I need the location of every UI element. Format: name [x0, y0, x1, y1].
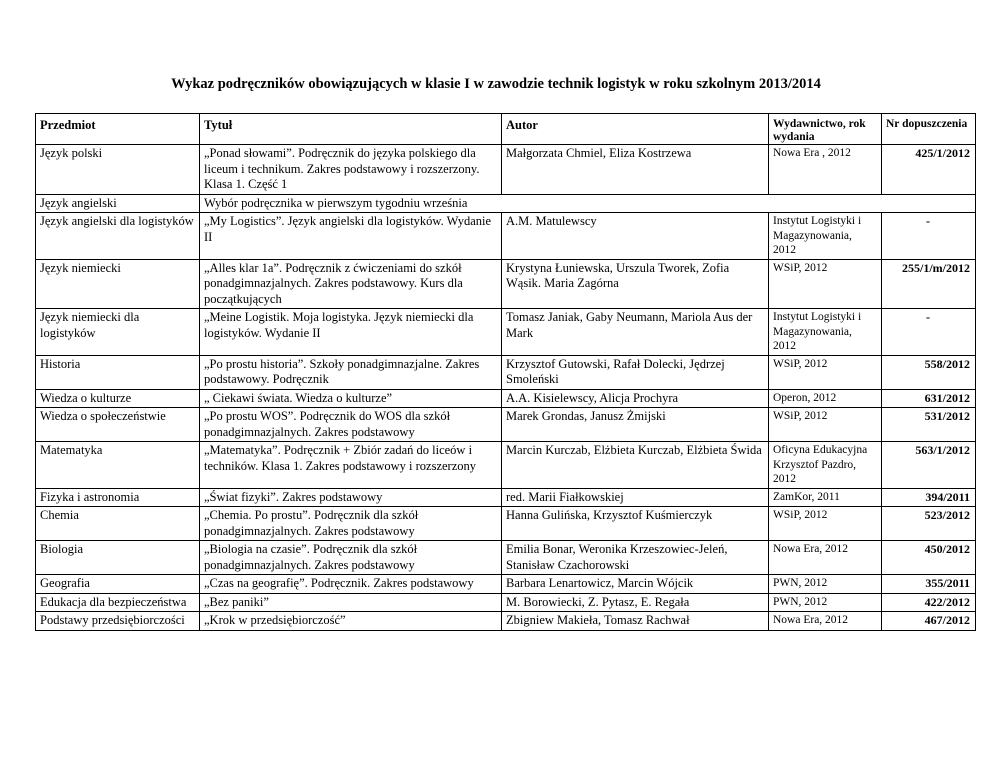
cell-author: Marcin Kurczab, Elżbieta Kurczab, Elżbieta Świda — [502, 442, 769, 489]
table-row — [36, 488, 976, 507]
cell-subject: Edukacja dla bezpieczeństwa — [36, 593, 200, 612]
cell-author: M. Borowiecki, Z. Pytasz, E. Regała — [502, 593, 769, 612]
cell-subject: Chemia — [36, 507, 200, 541]
cell-title: „Po prostu WOS”. Podręcznik do WOS dla szkół ponadgimnazjalnych. Zakres podstawowy — [200, 408, 502, 442]
cell-title: „Chemia. Po prostu”. Podręcznik dla szkół ponadgimnazjalnych. Zakres podstawowy — [200, 507, 502, 541]
table-row — [36, 442, 976, 489]
cell-author: Małgorzata Chmiel, Eliza Kostrzewa — [502, 145, 769, 195]
cell-approval-number: 631/2012 — [882, 389, 976, 408]
table-row — [36, 213, 976, 260]
cell-title: „My Logistics”. Język angielski dla logistyków. Wydanie II — [200, 213, 502, 260]
table-row — [36, 194, 976, 213]
cell-subject: Język angielski dla logistyków — [36, 213, 200, 260]
cell-title: „Po prostu historia”. Szkoły ponadgimnazjalne. Zakres podstawowy. Podręcznik — [200, 355, 502, 389]
cell-subject: Fizyka i astronomia — [36, 488, 200, 507]
cell-publisher: ZamKor, 2011 — [769, 488, 882, 507]
cell-publisher: Nowa Era, 2012 — [769, 541, 882, 575]
cell-publisher: WSiP, 2012 — [769, 355, 882, 389]
cell-publisher: Nowa Era , 2012 — [769, 145, 882, 195]
cell-author: Marek Grondas, Janusz Żmijski — [502, 408, 769, 442]
cell-author: A.M. Matulewscy — [502, 213, 769, 260]
cell-publisher: PWN, 2012 — [769, 575, 882, 594]
cell-author: Barbara Lenartowicz, Marcin Wójcik — [502, 575, 769, 594]
cell-subject: Język niemiecki — [36, 259, 200, 309]
cell-title: „Bez paniki” — [200, 593, 502, 612]
cell-subject: Wiedza o społeczeństwie — [36, 408, 200, 442]
cell-approval-number: 523/2012 — [882, 507, 976, 541]
cell-title: „Matematyka”. Podręcznik + Zbiór zadań do liceów i techników. Klasa 1. Zakres podstawowy i rozszerzony — [200, 442, 502, 489]
cell-title: „Czas na geografię”. Podręcznik. Zakres podstawowy — [200, 575, 502, 594]
cell-author: red. Marii Fiałkowskiej — [502, 488, 769, 507]
table-row — [36, 593, 976, 612]
cell-subject: Historia — [36, 355, 200, 389]
cell-title: „ Ciekawi świata. Wiedza o kulturze” — [200, 389, 502, 408]
table-row — [36, 355, 976, 389]
table-row — [36, 612, 976, 631]
cell-subject: Język angielski — [36, 194, 200, 213]
cell-publisher: Oficyna Edukacyjna Krzysztof Pazdro, 2012 — [769, 442, 882, 489]
header-publisher: Wydawnictwo, rok wydania — [769, 114, 882, 145]
cell-author: Emilia Bonar, Weronika Krzeszowiec-Jeleń, Stanisław Czachorowski — [502, 541, 769, 575]
cell-title: „Świat fizyki”. Zakres podstawowy — [200, 488, 502, 507]
table-header-row — [36, 114, 976, 145]
cell-author: Zbigniew Makieła, Tomasz Rachwał — [502, 612, 769, 631]
cell-publisher: WSiP, 2012 — [769, 507, 882, 541]
cell-subject: Podstawy przedsiębiorczości — [36, 612, 200, 631]
header-title: Tytuł — [200, 114, 502, 145]
cell-approval-number: 355/2011 — [882, 575, 976, 594]
cell-author: Hanna Gulińska, Krzysztof Kuśmierczyk — [502, 507, 769, 541]
cell-publisher: Instytut Logistyki i Magazynowania, 2012 — [769, 213, 882, 260]
cell-title: „Biologia na czasie”. Podręcznik dla szkół ponadgimnazjalnych. Zakres podstawowy — [200, 541, 502, 575]
cell-approval-number: 422/2012 — [882, 593, 976, 612]
table-row — [36, 575, 976, 594]
cell-title: „Meine Logistik. Moja logistyka. Język niemiecki dla logistyków. Wydanie II — [200, 309, 502, 356]
cell-author: A.A. Kisielewscy, Alicja Prochyra — [502, 389, 769, 408]
cell-approval-number: 467/2012 — [882, 612, 976, 631]
cell-title: „Krok w przedsiębiorczość” — [200, 612, 502, 631]
table-row — [36, 389, 976, 408]
cell-subject: Geografia — [36, 575, 200, 594]
cell-approval-number: - — [882, 213, 976, 260]
cell-title: „Ponad słowami”. Podręcznik do języka polskiego dla liceum i technikum. Zakres podstawowy i rozszerzony. Klasa 1. Część 1 — [200, 145, 502, 195]
cell-publisher: WSiP, 2012 — [769, 408, 882, 442]
table-row — [36, 541, 976, 575]
cell-approval-number: 425/1/2012 — [882, 145, 976, 195]
cell-publisher: WSiP, 2012 — [769, 259, 882, 309]
cell-approval-number: 531/2012 — [882, 408, 976, 442]
cell-publisher: Instytut Logistyki i Magazynowania, 2012 — [769, 309, 882, 356]
cell-subject: Biologia — [36, 541, 200, 575]
cell-subject: Język polski — [36, 145, 200, 195]
cell-publisher: PWN, 2012 — [769, 593, 882, 612]
cell-approval-number: 450/2012 — [882, 541, 976, 575]
cell-author: Tomasz Janiak, Gaby Neumann, Mariola Aus der Mark — [502, 309, 769, 356]
cell-publisher: Operon, 2012 — [769, 389, 882, 408]
cell-title: „Alles klar 1a”. Podręcznik z ćwiczeniami do szkół ponadgimnazjalnych. Zakres podstawowy. Kurs dla początkujących — [200, 259, 502, 309]
cell-approval-number: - — [882, 309, 976, 356]
table-row — [36, 507, 976, 541]
cell-approval-number: 255/1/m/2012 — [882, 259, 976, 309]
header-approval-number: Nr dopuszczenia — [882, 114, 976, 145]
header-author: Autor — [502, 114, 769, 145]
table-row — [36, 408, 976, 442]
cell-subject: Wiedza o kulturze — [36, 389, 200, 408]
page-title: Wykaz podręczników obowiązujących w klasie I w zawodzie technik logistyk w roku szkolnym 2013/2014 — [171, 76, 821, 92]
cell-publisher: Nowa Era, 2012 — [769, 612, 882, 631]
cell-approval-number: 394/2011 — [882, 488, 976, 507]
cell-author: Krzysztof Gutowski, Rafał Dolecki, Jędrzej Smoleński — [502, 355, 769, 389]
cell-author: Krystyna Łuniewska, Urszula Tworek, Zofia Wąsik. Maria Zagórna — [502, 259, 769, 309]
cell-subject: Język niemiecki dla logistyków — [36, 309, 200, 356]
table-row — [36, 259, 976, 309]
cell-approval-number: 563/1/2012 — [882, 442, 976, 489]
cell-note: Wybór podręcznika w pierwszym tygodniu września — [200, 194, 976, 213]
cell-subject: Matematyka — [36, 442, 200, 489]
table-row — [36, 145, 976, 195]
header-subject: Przedmiot — [36, 114, 200, 145]
textbook-table — [35, 113, 976, 631]
cell-approval-number: 558/2012 — [882, 355, 976, 389]
table-row — [36, 309, 976, 356]
